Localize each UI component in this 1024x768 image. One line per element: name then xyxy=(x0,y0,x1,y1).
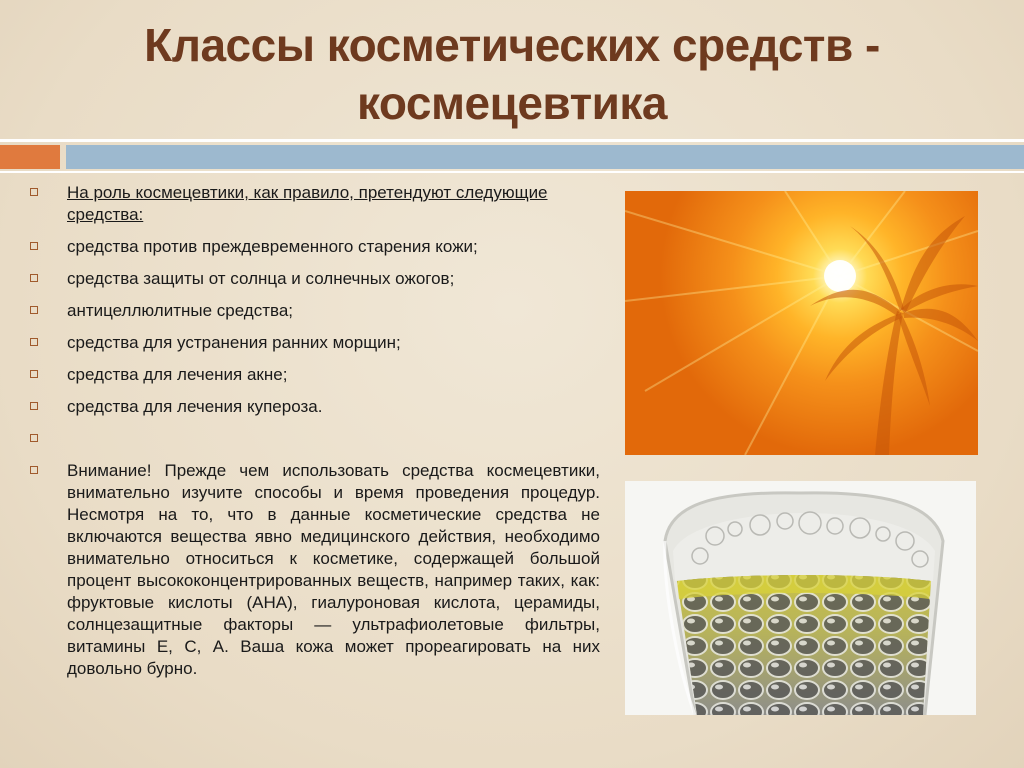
list-item-text: средства для устранения ранних морщин; xyxy=(67,333,401,352)
list-item-text: средства для лечения акне; xyxy=(67,365,288,384)
list-item-text: средства против преждевременного старения кожи; xyxy=(67,237,478,256)
divider-bottom xyxy=(0,171,1024,173)
list-item-intro xyxy=(28,182,600,226)
title-line-2: космецевтика xyxy=(356,77,668,129)
bullet-square-icon xyxy=(30,434,38,442)
intro-text: На роль космецевтики, как правило, претендуют следующие средства: xyxy=(67,183,548,224)
slide-title xyxy=(40,16,984,132)
accent-bar-orange xyxy=(0,145,60,169)
bullet-square-icon xyxy=(30,306,38,314)
list-item-text: антицеллюлитные средства; xyxy=(67,301,294,320)
bullet-square-icon xyxy=(30,242,38,250)
accent-bar-blue xyxy=(66,145,1024,169)
title-line-1: Классы косметических средств - xyxy=(144,19,880,71)
list-item xyxy=(28,364,600,386)
list-item-empty xyxy=(28,428,600,450)
glass-bubbles-photo xyxy=(625,481,976,715)
list-item xyxy=(28,300,600,322)
bullet-square-icon xyxy=(30,402,38,410)
list-item-warning xyxy=(28,460,600,680)
list-item xyxy=(28,332,600,354)
bullet-square-icon xyxy=(30,188,38,196)
list-item-text: средства для лечения купероза. xyxy=(67,397,323,416)
bullet-square-icon xyxy=(30,370,38,378)
warning-text: Внимание! Прежде чем использовать средства космецевтики, внимательно изучите способы и время проведения процедур. Несмотря на то, что в данные косметические средства не включаются вещества явно медицинского действия, необходимо внимательно относиться к косметике, содержащей большой процент высококонцентрированных веществ, например таких, как: фруктовые кислоты (АНА), гиалуроновая кислота, церамиды, солнцезащитные факторы — ультрафиолетовые фильтры, витамины Е, С, А. Ваша кожа может прореагировать на них довольно бурно. xyxy=(67,461,600,678)
list-item-text: средства защиты от солнца и солнечных ожогов; xyxy=(67,269,455,288)
bullet-square-icon xyxy=(30,338,38,346)
list-item xyxy=(28,236,600,258)
sun-palm-photo xyxy=(625,191,978,455)
bullet-square-icon xyxy=(30,466,38,474)
list-item xyxy=(28,396,600,418)
bullet-list xyxy=(28,182,600,690)
divider-top xyxy=(0,139,1024,142)
bullet-square-icon xyxy=(30,274,38,282)
list-item xyxy=(28,268,600,290)
